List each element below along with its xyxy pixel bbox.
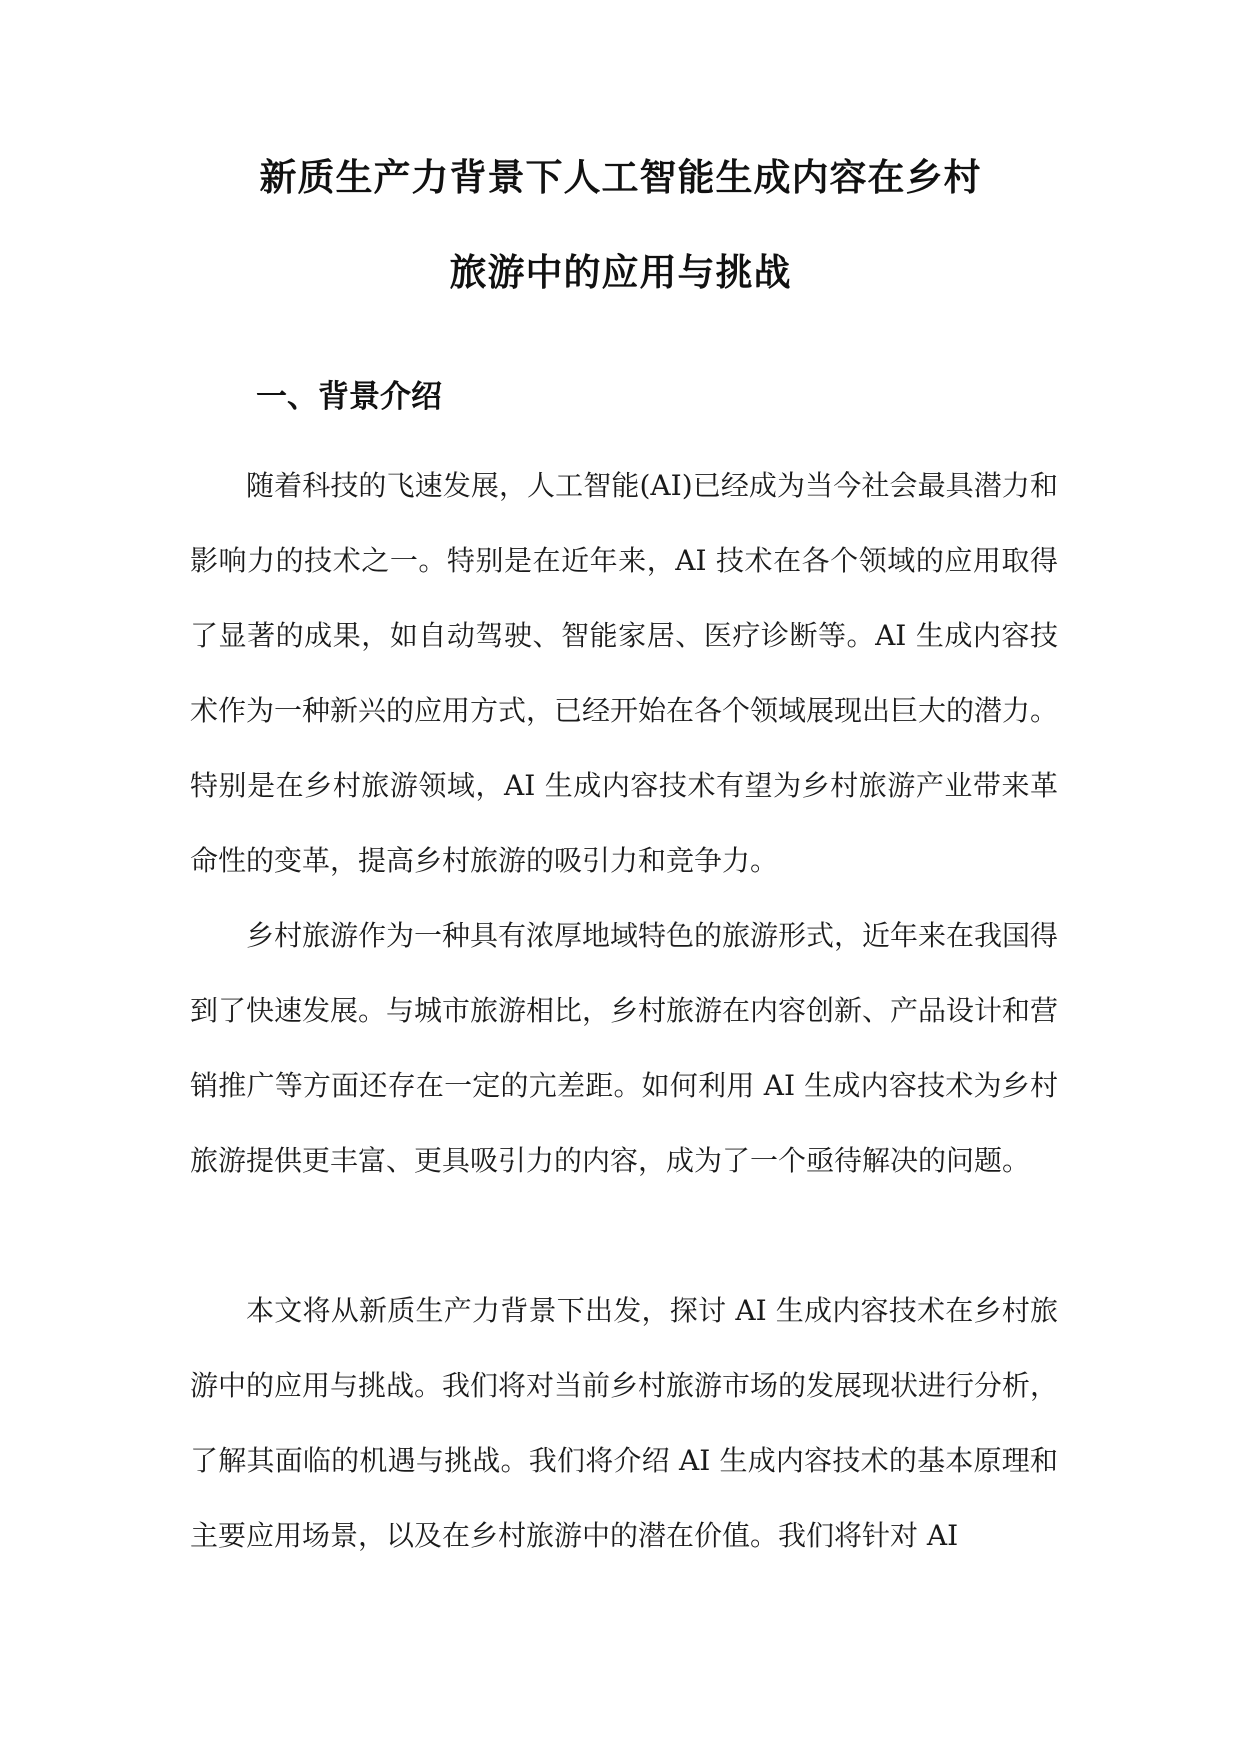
document-title-line-2: 旅游中的应用与挑战 (449, 251, 792, 294)
body-paragraph: 本文将从新质生产力背景下出发，探讨 AI 生成内容技术在乡村旅游中的应用与挑战。我们将对当前乡村旅游市场的发展现状进行分析，了解其面临的机遇与挑战。我们将介绍 AI 生成内容技术的基本原理和主要应用场景，以及在乡村旅游中的潜在价值。我们将针对 AI (190, 1294, 1059, 1552)
body-paragraph: 乡村旅游作为一种具有浓厚地域特色的旅游形式，近年来在我国得到了快速发展。与城市旅游相比，乡村旅游在内容创新、产品设计和营销推广等方面还存在一定的亢差距。如何利用 AI 生成内容技术为乡村旅游提供更丰富、更具吸引力的内容，成为了一个亟待解决的问题。 (190, 919, 1059, 1177)
body-paragraph: 随着科技的飞速发展，人工智能(AI)已经成为当今社会最具潜力和影响力的技术之一。特别是在近年来，AI 技术在各个领域的应用取得了显著的成果，如自动驾驶、智能家居、医疗诊断等。AI 生成内容技术作为一种新兴的应用方式，已经开始在各个领域展现出巨大的潜力。特别是在乡村旅游领域，AI 生成内容技术有望为乡村旅游产业带来革命性的变革，提高乡村旅游的吸引力和竞争力。 (190, 469, 1059, 877)
section-heading: 一、背景介绍 (256, 379, 442, 415)
document-title-line-1: 新质生产力背景下人工智能生成内容在乡村 (259, 156, 982, 199)
